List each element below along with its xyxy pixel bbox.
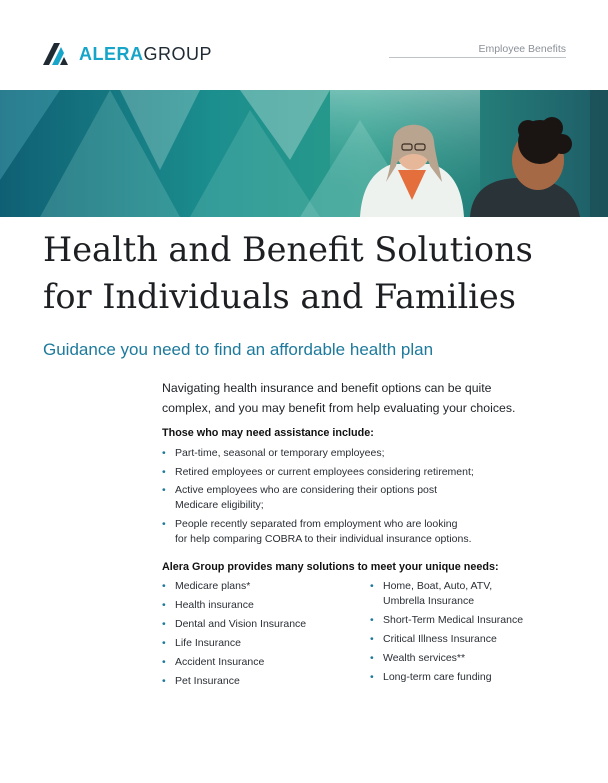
page-title bbox=[43, 226, 583, 320]
list-item-line: • Dental and Vision Insurance bbox=[175, 618, 307, 630]
list-item bbox=[370, 651, 523, 666]
assistance-heading: Those who may need assistance include: bbox=[162, 427, 374, 439]
list-item bbox=[370, 613, 523, 628]
section-divider bbox=[389, 57, 566, 58]
list-item-line: • Accident Insurance bbox=[175, 656, 265, 668]
solutions-heading: Alera Group provides many solutions to meet your unique needs: bbox=[162, 561, 499, 573]
list-item bbox=[162, 483, 474, 513]
section-label: Employee Benefits bbox=[478, 43, 566, 55]
list-item-line: Medicare eligibility; bbox=[175, 499, 264, 511]
logo-wordmark bbox=[79, 43, 212, 65]
intro-paragraph bbox=[162, 378, 582, 418]
logo-word-alera: ALERA bbox=[79, 44, 144, 64]
list-item bbox=[162, 617, 306, 632]
page-title-line: for Individuals and Families bbox=[43, 277, 516, 316]
solutions-list-right bbox=[370, 579, 523, 689]
list-item-line: • Life Insurance bbox=[175, 637, 241, 649]
list-item-line: • People recently separated from employment who are looking bbox=[175, 517, 458, 530]
list-item-line: • Part-time, seasonal or temporary employees; bbox=[175, 447, 385, 459]
list-item bbox=[162, 655, 306, 670]
list-item-line: • Home, Boat, Auto, ATV, bbox=[383, 580, 493, 592]
list-item-line: • Critical Illness Insurance bbox=[383, 633, 497, 645]
intro-line: complex, and you may benefit from help evaluating your choices. bbox=[162, 401, 516, 415]
solutions-list-left bbox=[162, 579, 306, 693]
alera-group-logo bbox=[43, 43, 212, 65]
list-item-line: • Short-Term Medical Insurance bbox=[383, 614, 524, 626]
hero-photo-image bbox=[0, 90, 608, 217]
list-item bbox=[162, 598, 306, 613]
list-item-line: • Long-term care funding bbox=[383, 671, 492, 683]
list-item bbox=[162, 465, 474, 480]
list-item-line: • Active employees who are considering their options post bbox=[175, 484, 438, 496]
list-item bbox=[162, 446, 474, 461]
intro-line: Navigating health insurance and benefit options can be quite bbox=[162, 381, 492, 395]
main-content bbox=[162, 378, 582, 687]
list-item-line: • Wealth services** bbox=[383, 652, 466, 664]
list-item-line: Umbrella Insurance bbox=[383, 595, 475, 607]
list-item bbox=[162, 674, 306, 689]
logo-word-group: GROUP bbox=[143, 44, 213, 64]
list-item bbox=[162, 517, 474, 547]
list-item bbox=[162, 579, 306, 594]
list-item-line: for help comparing COBRA to their individual insurance options. bbox=[175, 532, 472, 545]
page-subtitle: Guidance you need to find an affordable health plan bbox=[43, 340, 434, 359]
list-item bbox=[162, 636, 306, 651]
hero-photo-banner bbox=[0, 90, 608, 217]
list-item bbox=[370, 670, 523, 685]
list-item-line: • Pet Insurance bbox=[175, 675, 240, 687]
list-item-line: • Retired employees or current employees considering retirement; bbox=[175, 465, 474, 478]
list-item-line: • Health insurance bbox=[175, 599, 254, 611]
list-item-line: • Medicare plans* bbox=[175, 580, 251, 592]
alera-logo-icon bbox=[43, 43, 73, 65]
assistance-list bbox=[162, 446, 474, 550]
list-item bbox=[370, 632, 523, 647]
page-title-line: Health and Benefit Solutions bbox=[43, 230, 533, 269]
list-item bbox=[370, 579, 523, 609]
